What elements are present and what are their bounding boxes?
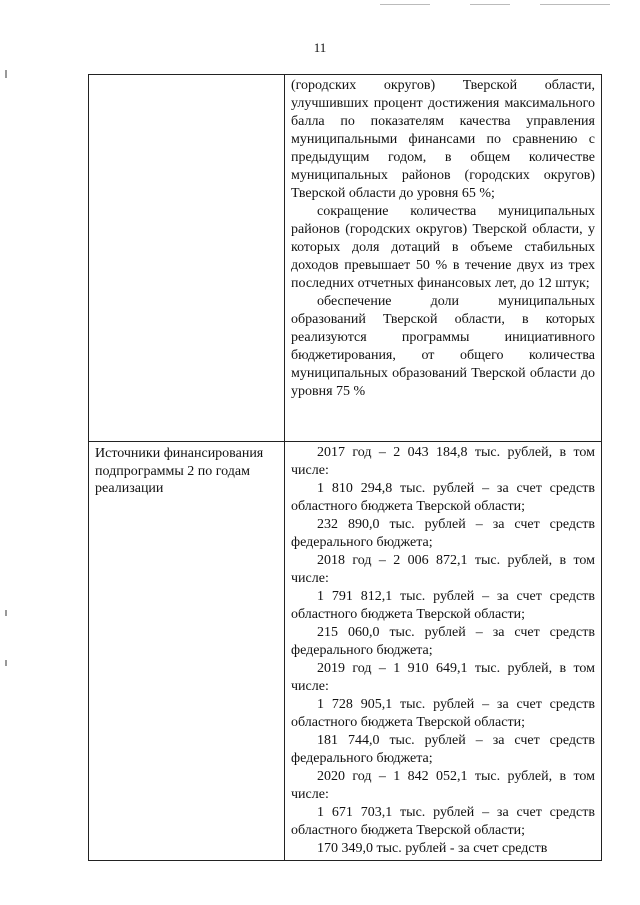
value-paragraph: 2017 год – 2 043 184,8 тыс. рублей, в том числе: [291, 445, 595, 478]
table-row [89, 442, 602, 861]
passport-table [88, 74, 602, 861]
value-paragraph: 1 728 905,1 тыс. рублей – за счет средств областного бюджета Тверской области; [291, 697, 595, 730]
value-paragraph: 215 060,0 тыс. рублей – за счет средств федерального бюджета; [291, 625, 595, 658]
value-cell [285, 75, 602, 442]
value-paragraph: (городских округов) Тверской области, улучшивших процент достижения максимального балла по показателям качества управления муниципальными финансами по сравнению с предыдущим годом, в общем количестве муниципальных районов (городских округов) Тверской области до уровня 65 %; [291, 78, 595, 201]
row-label: Источники финансирования подпрограммы 2 по годам реализации [95, 446, 264, 496]
value-cell [285, 442, 602, 861]
value-paragraph: 2020 год – 1 842 052,1 тыс. рублей, в том числе: [291, 769, 595, 802]
page-number: 11 [313, 40, 327, 55]
scan-margin-mark [5, 660, 7, 666]
value-paragraph: 2018 год – 2 006 872,1 тыс. рублей, в том числе: [291, 553, 595, 586]
label-cell [89, 75, 285, 442]
scan-margin-mark [5, 70, 7, 78]
value-paragraph: сокращение количества муниципальных районов (городских округов) Тверской области, у которых доля дотаций в объеме стабильных доходов превышает 50 % в течение двух из трех последних отчетных финансовых лет, до 12 штук; [291, 204, 595, 291]
value-paragraph: 1 671 703,1 тыс. рублей – за счет средств областного бюджета Тверской области; [291, 805, 595, 838]
value-paragraph: 2019 год – 1 910 649,1 тыс. рублей, в том числе: [291, 661, 595, 694]
table-body [89, 75, 602, 861]
scan-artifact-rule [380, 4, 430, 5]
table-row [89, 75, 602, 442]
label-cell [89, 442, 285, 861]
scan-margin-mark [5, 610, 7, 616]
value-paragraph: 1 810 294,8 тыс. рублей – за счет средств областного бюджета Тверской области; [291, 481, 595, 514]
value-paragraph: 181 744,0 тыс. рублей – за счет средств федерального бюджета; [291, 733, 595, 766]
value-paragraph: обеспечение доли муниципальных образований Тверской области, в которых реализуются программы инициативного бюджетирования, от общего количества муниципальных образований Тверской области до уровня 75 % [291, 294, 595, 399]
value-paragraph: 232 890,0 тыс. рублей – за счет средств федерального бюджета; [291, 517, 595, 550]
value-paragraph: 1 791 812,1 тыс. рублей – за счет средств областного бюджета Тверской области; [291, 589, 595, 622]
value-paragraph: 170 349,0 тыс. рублей - за счет средств [317, 841, 548, 856]
scan-artifact-rule [470, 4, 510, 5]
scan-artifact-rule [540, 4, 610, 5]
